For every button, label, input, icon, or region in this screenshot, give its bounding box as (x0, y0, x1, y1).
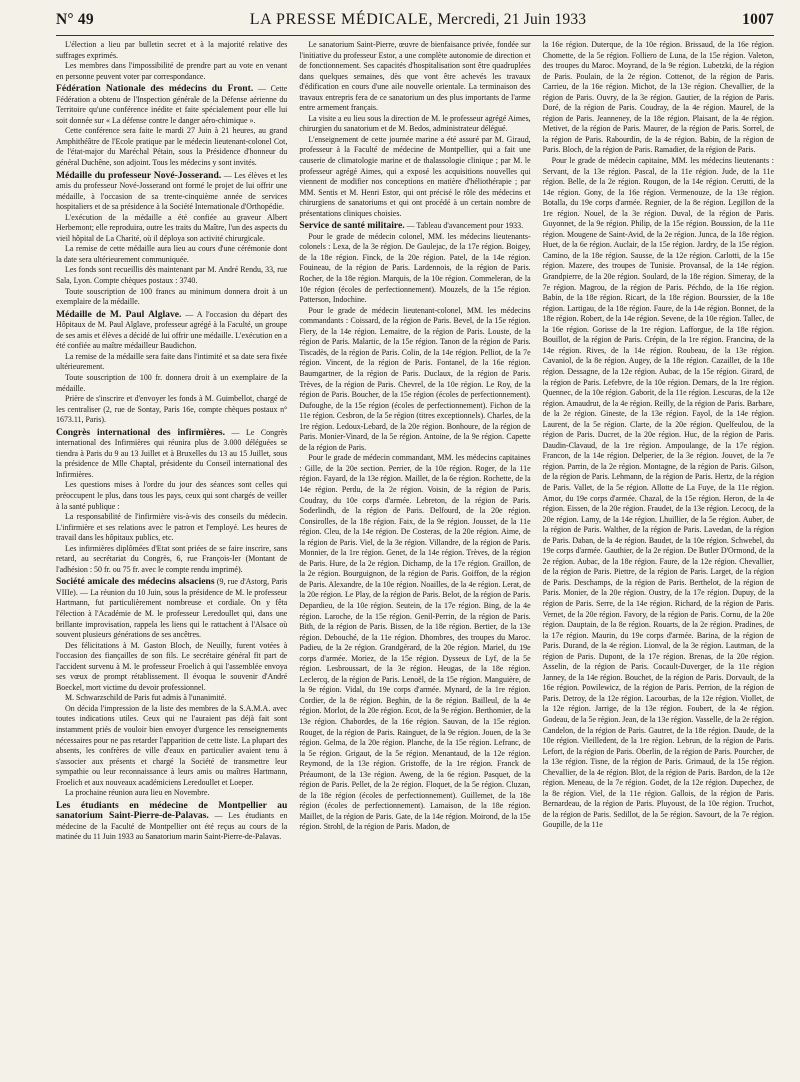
paragraph: — A l'occasion du départ des Hôpitaux de M. Paul Alglave, professeur agrégé à la Faculté, un groupe de ses amis et élèves a décidé de lui offrir une médaille. L'exécution en a été confiée au maître médailleur Baudichon. (56, 309, 288, 351)
column-1 (56, 40, 287, 1076)
paragraph: — Le Congrès international des Infirmières qui réunira plus de 3.000 déléguées se tiendra à Paris du 9 au 13 Juillet et à Bruxelles du 13 au 15 Juillet, sous la présidence de Mlle Chaptal, présidente du Conseil international des Infirmières. (56, 427, 288, 479)
section-subtitle: — Tableau d'avancement pour 1933. (406, 221, 524, 231)
paragraph: La remise de la médaille sera faite dans l'intimité et sa date sera fixée ultérieurement. (56, 351, 288, 372)
paragraph: Toute souscription de 100 fr. donnera droit à un exemplaire de la médaille. (56, 372, 288, 393)
paragraph: Les questions mises à l'ordre du jour des séances sont celles qui préoccupent le plus, dans tous les pays, ceux qui sont chargés de veiller à la santé publique : (56, 480, 288, 511)
journal-title: LA PRESSE MÉDICALE, (249, 11, 434, 28)
paragraph: — La réunion du 10 Juin, sous la présidence de M. le professeur Hartmann, fut particulièrement nombreuse et cordiale. On y fêta l'élection à l'Académie de M. le professeur Leredoullet qui, dans une brillante improvisation, rappela les liens qui le rattachent à l'Alsace où souvent plusieurs générations de ses ancêtres. (56, 587, 288, 640)
section-subtitle: (9, rue d'Astorg, Paris VIIIe). (56, 577, 288, 597)
paragraph: Pour le grade de médecin commandant, MM. les médecins capitaines : Gille, de la 20e section. Perrier, de la 10e région. Roger, de la 11e région. Fayard, de la 13e région. Maillet, de la 6e région. Rochette, de la 14e région. Perdu, de la 2e région. Voisin, de la région de Paris. Coudray, du 10e corps d'armée. Lebreton, de la région de Paris. Soderlindh, de la région de Paris. Delfourd, de la 20e région. Consirolles, de la 18e région. Faix, de la 9e région. Jousset, de la 11e région. Cleu, de la 14e région. De Costeras, de la 20e région. Aime, de la région de Paris. Viel, de la 3e région. Villandre, de la région de Paris. Monnier, de la 1re région. Genet, de la 14e région. Trèves, de la région de Paris. Hure, de la 2e région. Dichamp, de la 17e région. Graillon, de la 2e région. Bourguignon, de la région de Paris. Goiffon, de la région de Paris. Alexandre, de la 10e région. Noailles, de la 4e région. Lerat, de la 20e région. Le Play, de la région de Paris. Belot, de la région de Paris. Depardieu, de la 10e région. Seutein, de la 17e région. Bing, de la 4e région. Laroche, de la 15e région. Genil-Perrin, de la région de Paris. Bith, de la région de Paris. Bissen, de la 18e région. Bertier, de la 13e région. Debouché, de la 11e région. Dhombres, des troupes du Maroc. Padieu, de la 2e région. Grandgérard, de la 20e région. Mariel, du 19e corps d'armée. Moriez, de la 15e région. Dysseux de Lyf, de la 5e région. Lesbroussart, de la 3e région. Heugas, de la 18e région. Leclercq, de la région de Paris. Lenoël, de la 15e région. Manguière, de la 9e région. Vidal, du 19e corps d'armée. Mynard, de la 1re région. Cordier, de la 8e région. Beghin, de la 8e région. Bailleul, de la 4e région. Morlot, de la 20e région. Ecot, de la 9e région. Berthomier, de la 13e région. Chabordes, de la 16e région. Sauvan, de la 15e région. Rouget, de la région de Paris. Rainguet, de la 9e région. Jouen, de la 3e région. Gelma, de la 20e région. Planche, de la 15e région. Lefranc, de la 5e région. Grigaut, de la 5e région. Menantaud, de la 12e région. Reymond, de la 13e région. Gristoffe, de la 1re région. Franck de Préaumont, de la 13e région. Aweng, de la 6e région. Pasquet, de la région de Paris. Pellet, de la 2e région. Floquet, de la 5e région. Cluzan, de la 18e région (écoles de perfectionnement). Guillemet, de la 18e région (écoles de perfectionnement). Lamaison, de la 18e région. Maillet, de la région de Paris. Gate, de la 14e région. Moirond, de la 15e région. Strohl, de la région de Paris. Madon, de (299, 453, 531, 832)
section-title: Médaille de M. Paul Alglave. (56, 308, 182, 320)
page-number: 1007 (742, 11, 774, 28)
paragraph: Les fonds sont recueillis dès maintenant par M. André Rendu, 33, rue Sala, Lyon. Compte chèques postaux : 3740. (56, 265, 288, 286)
paragraph: — Les élèves et les amis du professeur Nové-Josserand ont formé le projet de lui offrir une médaille, à l'occasion de sa trente-cinquième année de services hospitaliers et de sa présidence à la Société Internationale d'Orthopédie. (56, 170, 288, 212)
paragraph: La responsabilité de l'infirmière vis-à-vis des conseils du médecin. L'infirmière et ses relations avec le patron et l'employé. Les heures de travail dans les hôpitaux publics, etc. (56, 512, 288, 543)
issue-date: Mercredi, 21 Juin 1933 (437, 11, 587, 28)
section-congres-infirmieres (56, 428, 287, 576)
paragraph: Cette conférence sera faite le mardi 27 Juin à 21 heures, au grand Amphithéâtre de l'Ecole pratique par le médecin lieutenant-colonel Cot, de l'état-major du Maréchal Pétain, sous la Présidence d'honneur du général Duchêne, son adjoint. Tous les médecins y sont invités. (56, 126, 288, 168)
paragraph: La remise de cette médaille aura lieu au cours d'une cérémonie dont la date sera ultérieurement communiquée. (56, 244, 288, 264)
column-3 (543, 40, 774, 1076)
section-medaille-nove (56, 171, 287, 308)
paragraph: L'exécution de la médaille a été confiée au graveur Albert Herbemont; elle reproduira, outre les traits du Maître, l'un des aspects du vieil hôpital de La Charité, où il déploya son activité chirurgicale. (56, 212, 288, 243)
paragraph: Des félicitations à M. Gaston Bloch, de Neuilly, furent votées à l'occasion des fiançailles de son fils. Le secrétaire général fit part de l'accident survenu à M. le professeur Froelich à qui l'assemblée envoya ses vœux de prompt rétablissement. Il évoqua le souvenir d'André Boeckel, mort victime du devoir professionnel. (56, 640, 288, 692)
paragraph: L'élection a lieu par bulletin secret et à la majorité relative des suffrages exprimés. (56, 40, 288, 60)
paragraph: M. Schwarzschild de Paris fut admis à l'unanimité. (65, 693, 227, 703)
paragraph: Les membres dans l'impossibilité de prendre part au vote en venant en personne peuvent voter par correspondance. (56, 61, 288, 81)
paragraph: L'enseignement de cette journée marine a été assuré par M. Giraud, professeur à la Faculté de médecine de Montpellier, qui a fait une causerie de climatologie marine et de thalassologie clinique ; par M. le professeur agrégé Aimes, qui a exposé les acquisitions nouvelles qui viennent de modifier nos conceptions en matière d'héliothérapie ; par MM. Sentis et M. Henri Estor, qui ont précisé le rôle des médecins et chirurgiens de sanatoriums et qui ont procédé à un certain nombre de présentations cliniques choisies. (299, 134, 531, 218)
masthead (250, 11, 587, 29)
paragraph: On décida l'impression de la liste des membres de la S.A.M.A. avec toutes indications utiles. Ceux qui ne l'auraient pas déjà fait sont instamment priés de vouloir bien envoyer d'urgence les renseignements nécessaires pour ne pas retarder l'apparition de cette liste. La plupart des absents, les confrères de ville d'eaux en particulier avaient tenu à s'associer aux présents et chargé la Société de transmettre leur sympathie ou leur reconnaissance à leurs amis ou maîtres Hartmann, Froelich et aux nouveaux académiciens Leredoullet et Loeper. (56, 703, 288, 787)
paragraph: — Cette Fédération a obtenu de l'Inspection générale de la Défense aérienne du Territoire qu'une conférence inédite et faite spécialement pour elle lui soit donnée sur « La défense contre le danger aéro-chimique ». (56, 84, 288, 125)
page-header (56, 6, 774, 34)
paragraph: la 16e région. Duterque, de la 10e région. Brissaud, de la 16e région. Chomette, de la 5e région. Folliero de Luna, de la 15e région. Valeton, des troupes du Maroc. Moyrand, de la 9e région. Lubetzki, de la région de Paris. Poulain, de la 2e région. Cottenot, de la région de Paris. Carrieu, de la 16e région. Michot, de la 13e région. Chevallier, de la région de Paris. Ouvry, de la 3e région. Gautier, de la région de Paris. Doré, de la région de Paris. Coudray, de la 4e région. Maurel, de la région de Paris. Jeanneney, de la 18e région. Plaisant, de la 4e région. Metivet, de la région de Paris. Maurer, de la région de Paris. Sorrel, de la région de Paris. Rabourdin, de la 4e région. Babin, de la région de Paris. Bloch, de la région de Paris. Ramadier, de la région de Paris. (542, 40, 774, 155)
section-title: Fédération Nationale des médecins du Front. (56, 83, 254, 95)
section-etudiants-montpellier (56, 801, 287, 843)
header-rule (56, 35, 774, 36)
issue-number: N° 49 (56, 11, 94, 28)
section-medaille-alglave (56, 310, 287, 426)
section-title: Service de santé militaire. (299, 220, 405, 232)
paragraph: La visite a eu lieu sous la direction de M. le professeur agrégé Aimes, chirurgien du sanatorium et de M. Bedos, administrateur délégué. (299, 113, 531, 134)
paragraph: — Les étudiants en médecine de la Faculté de Montpellier ont été reçus au cours de la matinée du 11 Juin 1933 au Sanatorium marin Saint-Pierre-de-Palavas. (56, 811, 288, 842)
section-medecins-alsaciens (56, 577, 287, 798)
section-title: Société amicale des médecins alsaciens (56, 576, 215, 588)
paragraph: Pour le grade de médecin lieutenant-colonel, MM. les médecins commandants : Coissard, de la région de Paris. Bevel, de la 15e région. Fiery, de la 14e région. Lemaitre, de la région de Paris. Louste, de la région de Paris. Malartic, de la 15e région. Tanon de la région de Paris. Tiscadès, de la région de Paris. Colin, de la 14e région. Pelliot, de la 7e région. Vincent, de la région de Paris. Fontanel, de la 16e région. Baumgartner, de la région de Paris. Duclaux, de la région de Paris. Trèves, de la région de Paris. Chevrel, de la 10e région. Le Roy, de la région de Paris. Boucher, de la 15e région (écoles de perfectionnement). Dufoughe, de la 15e région (écoles de perfectionnement). Fichon de la 11e région. Cesbron, de la 5e région (titres exceptionnels). Charles, de la 1re région. Ledoux-Lebard, de la 20e région. Bonhoure, de la région de Paris. Monier-Vinard, de la 5e région. Antoine, de la 9e région. Capette de la région de Paris. (299, 305, 531, 452)
section-title: Congrès international des infirmières. (56, 426, 226, 438)
paragraph: Prière de s'inscrire et d'envoyer les fonds à M. Guimbellot, chargé de les centraliser (2, rue de Sontay, Paris 16e, compte chèques postaux n° 1673.11, Paris). (56, 394, 288, 425)
section-sante-militaire (299, 221, 530, 833)
paragraph: Pour le grade de médecin capitaine, MM. les médecins lieutenants : Servant, de la 13e région. Pascal, de la 11e région. Jude, de la 11e région. Belle, de la 2e région. Rougon, de la 14e région. Cerutti, de la 14e région. Gony, de la 16e région. Vermenouze, de la 13e région. Botalla, du 19e corps d'armée. Regnier, de la 8e région. Legillon de la 1re région. Nouel, de la 3e région. Duval, de la région de Paris. Guyonnet, de la 9e région. Philip, de la 15e région. Boussion, de la 11e région. Mougene de Saint-Avid, de la 2e région. Junca, de la 18e région. Huet, de la 6e région. Auclair, de la 15e région. Jardry, de la 15e région. Camino, de la 18e région. Sausse, de la 12e région. Carlotti, de la 15e région. Mazere, des troupes de Tunisie. Provansal, de la 14e région. Grandpierre, de la 20e région. Soulard, de la 18e région. Simeray, de la 7e région. Magrou, de la région de Paris. Péchdo, de la 16e région. Babin, de la 18e région. Ricart, de la 18e région. Bourssier, de la 18e région. Lartigau, de la 18e région. Faure, de la 14e région. Bonnet, de la 18e région. Robert, de la 14e région. Sevene, de la 10e région. Tallec, de la 16e région. Gorisse de la 1re région. Lafforgue, de la 18e région. Bouillot, de la région de Paris. Crépin, de la 1re région. Francina, de la 14e région. Rives, de la 14e région. Roubeau, de la 13e région. Cavaniol, de la 8e région. Augey, de la 18e région. Cazaillet, de la 18e région. Dessagne, de la 12e région. Aubac, de la 15e région. Girard, de la région de Paris. Lefebvre, de la 10e région. Demars, de la 1re région. Quennec, de la 10e région. Gaborit, de la 11e région. Lescuras, de la 12e région. Amaudrut, de la 4e région. Reilly, de la région de Paris. Barbare, de la 2e région. Gineste, de la 13e région. Fayol, de la 14e région. Laurent, de la 5e région. Clarte, de la 20e région. Quelfeulou, de la région de Paris. Ducret, de la 20e région. Huc, de la région de Paris. Daudin-Clavaud, de la 1re région. Ampoulange, de la 17e région. Francon, de la 14e région. Delperier, de la 3e région. Jouvet, de la 7e région. Parrin, de la 2e région. Montagne, de la région de Paris. Gilson, de la région de Paris. Lehmann, de la région de Paris. Hertz, de la région de Paris. Vallet, de la 5e région. Allotte de La Fuye, de la 11e région. Amor, du 19e corps d'armée. Chazal, de la 15e région. Heron, de la 4e région. Eissen, de la 20e région. Fraudet, de la 13e région. Lecocq, de la 20e région. Lamy, de la 14e région. Lhuillier, de la 5e région. Auber, de la région de Paris. Walther, de la région de Paris. Lavedan, de la région de Paris. Daban, de la 4e région. Baudet, de la 10e région. Schwebel, du 19e corps d'armée. Gauthier, de la 2e région. De Butler D'Ormond, de la 2e région. Aubac, de la 18e région. Faure, de la 12e région. Chevallier, de la région de Paris. Piettre, de la région de Paris. Larget, de la région de Paris. Deschamps, de la région de Paris. Berthelot, de la région de Paris. Monier, de la 20e région. Oustry, de la 17e région. Dupuy, de la région de Paris. Serre, de la 14e région. Richard, de la région de Paris. Vernet, de la 20e région. Favory, de la région de Paris. Cornu, de la 20e région. Dauptain, de la 8e région. Rouarts, de la 2e région. Pradines, de la 17e région. Maurin, du 19e corps d'armée. Barina, de la région de Paris. Durand, de la 4e région. Lionval, de la 3e région. Lautman, de la région de Paris. Dupont, de la 17e région. Brenas, de la 20e région. Asselin, de la région de Paris. Cocault-Duverger, de la 11e région Janney, de la 14e région. Bouchet, de la région de Paris. Dorvault, de la 16e région. Powilewicz, de la région de Paris. Perrion, de la région de Paris. Detroy, de la 12e région. Lacourbas, de la 12e région. Viollet, de la 12e région. Jarrige, de la 13e région. Foubert, de la 4e région. Godeau, de la 5e région. Jean, de la 13e région. Vasselle, de la 2e région. Candelon, de la région de Paris. Gautret, de la 18e région. Daude, de la 10e région. Vieilledent, de la 1re région. Lebrun, de la région de Paris. Lefort, de la région de Paris. Oberlin, de la région de Paris. Pourcher, de la 13e région. Tisne, de la région de Paris. Grimaud, de la 15e région. Chevallier, de la 4e région. Blot, de la région de Paris. Bardon, de la 12e région. Meneau, de la 7e région. Godet, de la 12e région. Dupechez, de la 8e région. Viel, de la 11e région. Gallois, de la région de Paris. Bernardeau, de la région de Paris. Pluyoust, de la 10e région. Truchot, de la région de Paris. Sedillot, de la 5e région. Savourt, de la 7e région. Goupille, de la 11e (542, 156, 774, 830)
paragraph: Toute souscription de 100 francs au minimum donnera droit à un exemplaire de la médaille. (56, 286, 288, 307)
section-title: Les étudiants en médecine de Montpellier au sanatorium Saint-Pierre-de-Palavas. (56, 799, 288, 822)
paragraph: Les infirmières diplômées d'Etat sont priées de se faire inscrire, sans retard, au secrétariat du Congrès, 6, rue François-Ier (Montant de l'adhésion : 50 fr. ou 75 fr. avec le compte rendu imprimé). (56, 543, 288, 574)
section-title: Médaille du professeur Nové-Josserand. (56, 169, 222, 181)
section-federation (56, 84, 287, 168)
paragraph: La prochaine réunion aura lieu en Novembre. (65, 788, 210, 798)
column-2 (299, 40, 530, 1076)
paragraph: Pour le grade de médecin colonel, MM. les médecins lieutenants-colonels : Lexa, de la 3e région. De Gaulejac, de la 17e région. Boigey, de la 18e région. Finck, de la 20e région. Patel, de la 14e région. Fouineau, de la région de Paris. Lardennois, de la région de Paris. Rocher, de la 18e région. Marquis, de la 10e région. Commeleran, de la 10e région (écoles de perfectionnement). Mouzels, de la 15e région. Patterson, Indochine. (299, 231, 531, 305)
paragraph: Le sanatorium Saint-Pierre, œuvre de bienfaisance privée, fondée sur l'initiative du professeur Estor, a une complète autonomie de direction et de fonctionnement. Ses capacités d'hospitalisation sont être quadruplées dans quelques semaines, dès que vont être achevés les travaux d'édification en cours d'une aile nouvelle orientale. La terminaison des travaux entrepris fera de ce sanatorium un des plus importants de l'arme entre armement français. (299, 40, 531, 113)
article-columns (56, 40, 774, 1076)
